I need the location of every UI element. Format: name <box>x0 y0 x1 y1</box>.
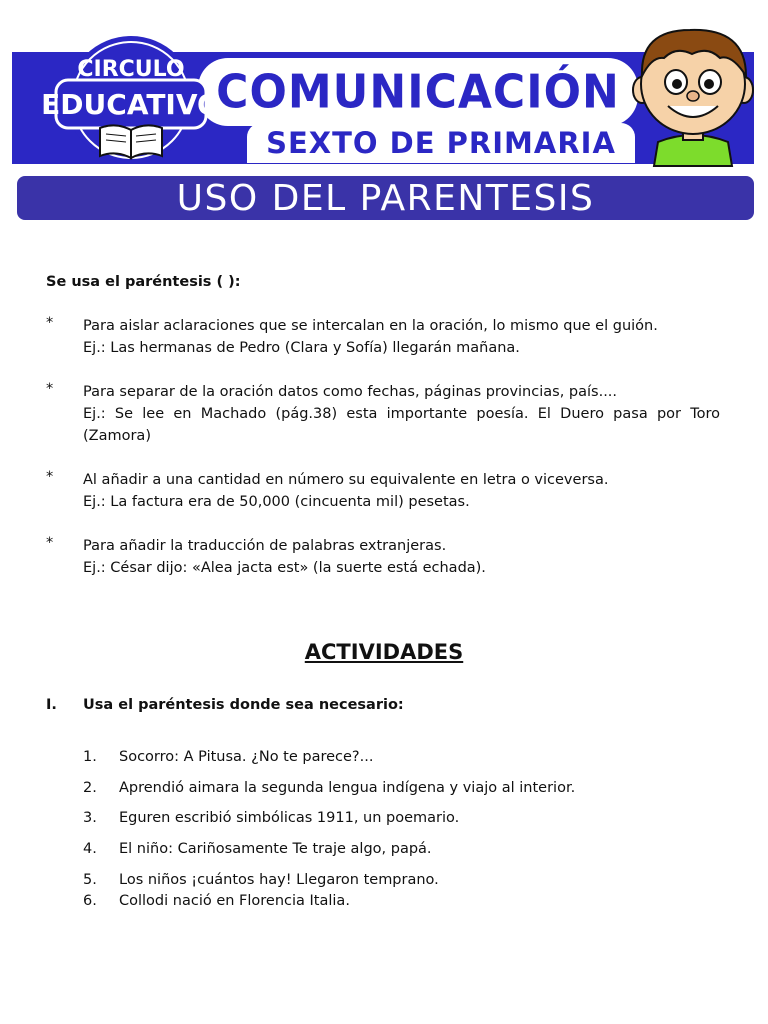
rule-4-text: Para añadir la traducción de palabras extranjeras. <box>83 538 447 554</box>
intro-line: Se usa el paréntesis ( ): <box>46 274 241 290</box>
rule-2-example-cont: (Zamora) <box>83 428 151 444</box>
circulo-educativo-logo <box>41 28 221 168</box>
activity-item-4: El niño: Cariñosamente Te traje algo, papá. <box>119 841 432 857</box>
rule-2-example: Ej.: Se lee en Machado (pág.38) esta importante poesía. El Duero pasa por Toro <box>83 406 720 422</box>
rule-1-example: Ej.: Las hermanas de Pedro (Clara y Sofía) llegarán mañana. <box>83 340 520 356</box>
activity-item-1: Socorro: A Pitusa. ¿No te parece?... <box>119 749 374 765</box>
boy-mascot-icon <box>628 24 758 166</box>
activity-item-2: Aprendió aimara la segunda lengua indígena y viajo al interior. <box>119 780 576 796</box>
book-icon <box>100 125 162 158</box>
item-number: 2. <box>83 780 97 796</box>
item-number: 4. <box>83 841 97 857</box>
item-number: 3. <box>83 810 97 826</box>
item-number: 1. <box>83 749 97 765</box>
bullet-marker: * <box>46 469 54 485</box>
bullet-marker: * <box>46 535 54 551</box>
bullet-marker: * <box>46 381 54 397</box>
rule-1-text: Para aislar aclaraciones que se intercalan en la oración, lo mismo que el guión. <box>83 318 658 334</box>
logo-text-circulo: CIRCULO <box>77 57 185 82</box>
item-number: 6. <box>83 893 97 909</box>
rule-3-text: Al añadir a una cantidad en número su equivalente en letra o viceversa. <box>83 472 609 488</box>
bullet-marker: * <box>46 315 54 331</box>
logo-text-educativo: EDUCATIVO <box>41 88 221 121</box>
grade-pill <box>247 123 635 163</box>
subject-title: COMUNICACIÓN <box>216 65 620 119</box>
title-bar <box>17 176 754 220</box>
rule-2-text: Para separar de la oración datos como fechas, páginas provincias, país.... <box>83 384 618 400</box>
item-number: 5. <box>83 872 97 888</box>
activity-item-5: Los niños ¡cuántos hay! Llegaron temprano. <box>119 872 439 888</box>
activity-instruction: Usa el paréntesis donde sea necesario: <box>83 697 404 713</box>
section-number: I. <box>46 697 57 713</box>
rule-3-example: Ej.: La factura era de 50,000 (cincuenta mil) pesetas. <box>83 494 470 510</box>
rule-4-example: Ej.: César dijo: «Alea jacta est» (la suerte está echada). <box>83 560 486 576</box>
page-title: USO DEL PARENTESIS <box>176 177 595 219</box>
grade-title: SEXTO DE PRIMARIA <box>266 126 616 160</box>
activity-item-6: Collodi nació en Florencia Italia. <box>119 893 350 909</box>
activity-item-3: Eguren escribió simbólicas 1911, un poemario. <box>119 810 460 826</box>
activities-heading: ACTIVIDADES <box>304 640 464 664</box>
subject-pill <box>198 58 638 126</box>
